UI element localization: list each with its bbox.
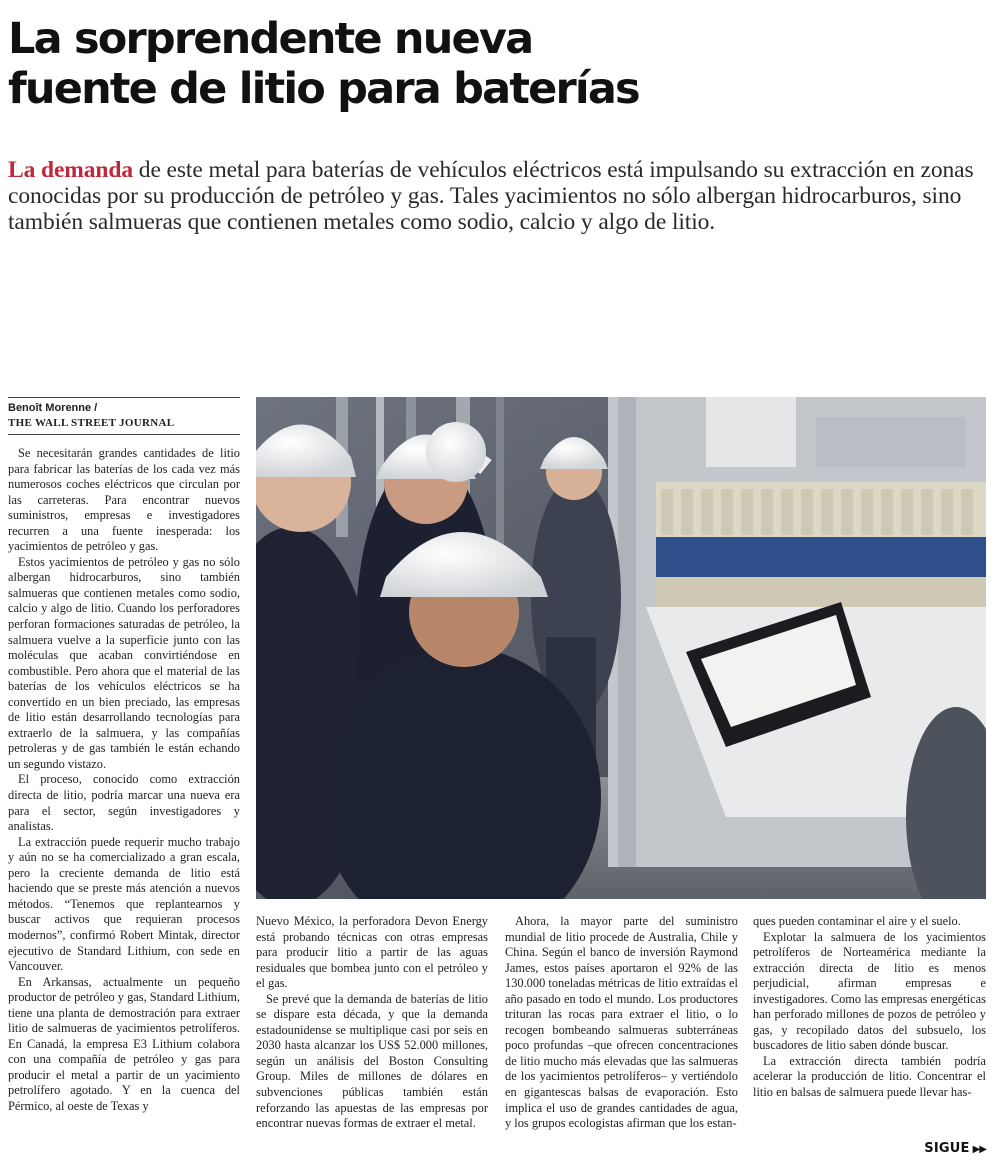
deck-lead: La demanda xyxy=(8,157,134,183)
byline-author: Benoît Morenne / xyxy=(8,402,98,414)
text-column-1 xyxy=(8,446,240,1158)
byline xyxy=(8,401,240,431)
article-headline xyxy=(8,14,988,114)
byline-source: THE WALL STREET JOURNAL xyxy=(8,417,175,429)
paragraph: La extracción puede requerir mucho trabajo y aún no se ha comercializado a gran escala, pero la creciente demanda de litio está haciendo que se preste más atención a nuevos métodos. “Tenemos que replantearnos y buscar activos que requieran procesos modernos”, confirmó Robert Mintak, director ejecutivo de Standard Lithium, con sede en Vancouver. xyxy=(8,834,240,974)
continue-indicator xyxy=(924,1141,986,1156)
continue-arrows-icon: ▶▶ xyxy=(972,1144,986,1155)
article-deck xyxy=(8,157,988,235)
headline-line-2: fuente de litio para baterías xyxy=(8,64,639,114)
paragraph: Nuevo México, la perforadora Devon Energy está probando técnicas con otras empresas para producir litio a partir de las aguas residuales que bombea junto con el petróleo y el gas. xyxy=(256,914,488,991)
paragraph: ques pueden contaminar el aire y el suelo. xyxy=(753,914,961,928)
paragraph: Se prevé que la demanda de baterías de litio se dispare esta década, y que la demanda estadounidense se multiplique casi por seis en 2030 hasta alcanzar los US$ 52.000 millones, según un análisis del Boston Consulting Group. Miles de millones de dólares en subvenciones públicas también están reforzando las apuestas de las empresas por encontrar nuevas formas de extraer el metal. xyxy=(256,991,488,1131)
paragraph: La extracción directa también podría acelerar la producción de litio. Concentrar el litio en balsas de salmuera puede llevar has- xyxy=(753,1053,986,1100)
article-photo xyxy=(256,397,986,899)
deck-text: de este metal para baterías de vehículos eléctricos está impulsando su extracción en zonas conocidas por su producción de petróleo y gas. Tales yacimientos no sólo albergan hidrocarburos, sino también salmueras que contienen metales como sodio, calcio y algo de litio. xyxy=(8,157,974,235)
photo-illustration xyxy=(256,397,986,899)
text-column-3 xyxy=(505,914,738,1158)
headline-line-1: La sorprendente nueva xyxy=(8,14,533,64)
byline-bottom-rule xyxy=(8,434,240,435)
paragraph: Ahora, la mayor parte del suministro mundial de litio procede de Australia, Chile y China. Según el banco de inversión Raymond James, estos países aportaron el 92% de las 130.000 toneladas métricas de litio extraídas el año pasado en todo el mundo. Los productores trituran las rocas para extraer el litio, o lo recogen bombeando salmueras subterráneas poco profundas –que ofrecen concentraciones de litio mucho más elevadas que las salmueras de los yacimientos petrolíferos– y vertiéndolo en gigantescas balsas de evaporación. Esto implica el uso de grandes cantidades de agua, y los grupos ecologistas afirman que los estan- xyxy=(505,914,738,1131)
paragraph: Explotar la salmuera de los yacimientos petrolíferos de Norteamérica mediante la extracción directa de litio es menos perjudicial, afirman empresas e investigadores. Como las empresas energéticas han perforado millones de pozos de petróleo y gas, y recopilado datos del subsuelo, los buscadores de litio saben dónde buscar. xyxy=(753,929,986,1053)
paragraph: En Arkansas, actualmente un pequeño productor de petróleo y gas, Standard Lithium, tiene una planta de demostración para extraer litio de salmueras de yacimientos petrolíferos. En Canadá, la empresa E3 Lithium colabora con una compañía de petróleo y gas para producir el metal a partir de un yacimiento petrolífero agotado. Y en la cuenca del Pérmico, al oeste de Texas y xyxy=(8,974,240,1113)
continue-label: SIGUE xyxy=(924,1141,970,1156)
paragraph: El proceso, conocido como extracción directa de litio, podría marcar una nueva era para el sector, según investigadores y analistas. xyxy=(8,772,240,834)
byline-top-rule xyxy=(8,397,240,398)
paragraph: Se necesitarán grandes cantidades de litio para fabricar las baterías de los cada vez más numerosos coches eléctricos que circulan por las carreteras. Para encontrar nuevos suministros, empresas e investigadores recurren a una fuente inesperada: los yacimientos de petróleo y gas. xyxy=(8,446,240,554)
text-column-4 xyxy=(753,914,986,1124)
paragraph: Estos yacimientos de petróleo y gas no sólo albergan hidrocarburos, sino también salmueras que contienen metales como sodio, calcio y algo de litio. Cuando los perforadores perforan formaciones saturadas de petróleo, la salmuera vuelve a la superficie junto con las moléculas que acaban convirtiéndose en combustible. Pero ahora que el material de las baterías de los vehículos eléctricos se ha convertido en un bien preciado, las empresas de litio están desarrollando tecnologías para extraerlo de la salmuera, y las compañías petroleras y de gas también le están echando un segundo vistazo. xyxy=(8,554,240,771)
text-column-2 xyxy=(256,914,488,1158)
